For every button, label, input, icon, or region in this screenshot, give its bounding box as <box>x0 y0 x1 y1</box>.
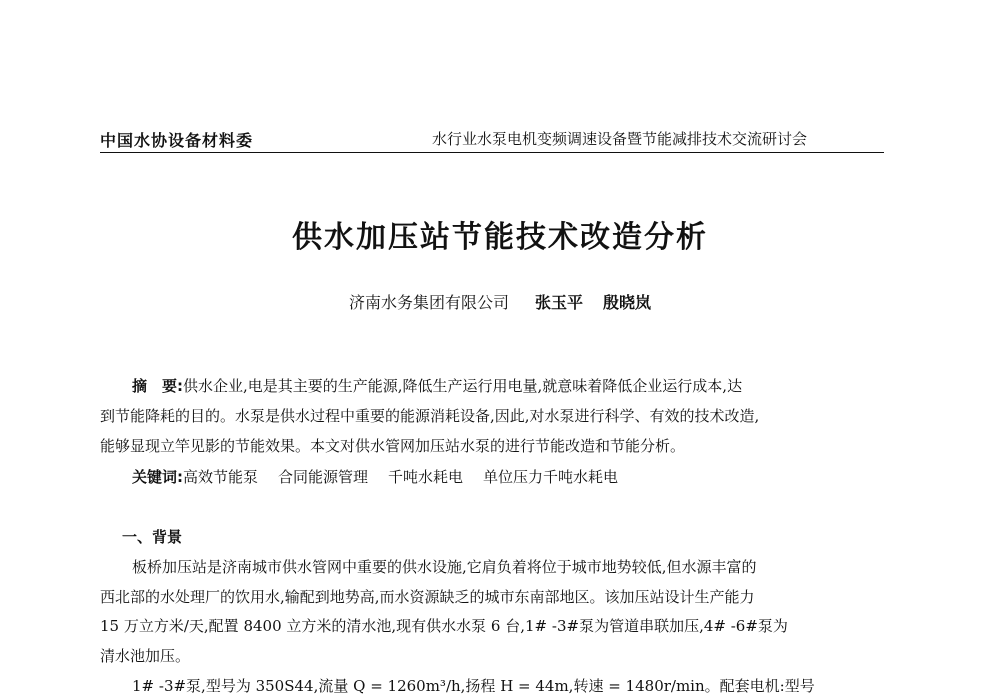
header-right-text: 水行业水泵电机变频调速设备暨节能减排技术交流研讨会 <box>432 130 808 148</box>
abstract-line: 能够显现立竿见影的节能效果。本文对供水管网加压站水泵的进行节能改造和节能分析。 <box>100 437 686 455</box>
body-line: 西北部的水处理厂的饮用水,输配到地势高,而水资源缺乏的城市东南部地区。该加压站设计生产能力 <box>100 588 755 606</box>
keywords-line <box>132 466 638 487</box>
body-line: 15 万立方米/天,配置 8400 立方米的清水池,现有供水水泵 6 台,1# -3#泵为管道串联加压,4# -6#泵为 <box>100 617 788 635</box>
abstract-line: 到节能降耗的目的。水泵是供水过程中重要的能源消耗设备,因此,对水泵进行科学、有效的技术改造, <box>100 407 760 425</box>
author-name: 张玉平 <box>534 293 583 312</box>
keyword: 单位压力千吨水耗电 <box>483 468 619 486</box>
author-line <box>0 290 1000 313</box>
abstract-text: 供水企业,电是其主要的生产能源,降低生产运行用电量,就意味着降低企业运行成本,达 <box>183 377 743 395</box>
body-line: 板桥加压站是济南城市供水管网中重要的供水设施,它肩负着将位于城市地势较低,但水源丰富的 <box>132 558 757 576</box>
header-left-text: 中国水协设备材料委 <box>100 131 254 150</box>
header-rule <box>100 152 884 153</box>
keyword: 千吨水耗电 <box>388 468 464 486</box>
author-name: 殷晓岚 <box>603 293 652 312</box>
affiliation: 济南水务集团有限公司 <box>348 293 509 312</box>
body-line: 清水池加压。 <box>100 647 191 665</box>
section-heading: 一、背景 <box>122 528 183 546</box>
paper-title: 供水加压站节能技术改造分析 <box>292 220 708 255</box>
keyword: 高效节能泵 <box>183 468 259 486</box>
abstract-line <box>132 375 742 396</box>
body-line: 1# -3#泵,型号为 350S44,流量 Q = 1260m³/h,扬程 H = 44m,转速 = 1480r/min。配套电机:型号 <box>132 677 815 695</box>
keyword: 合同能源管理 <box>278 468 369 486</box>
abstract-label: 摘 要: <box>132 377 183 395</box>
keywords-label: 关键词: <box>132 468 183 486</box>
